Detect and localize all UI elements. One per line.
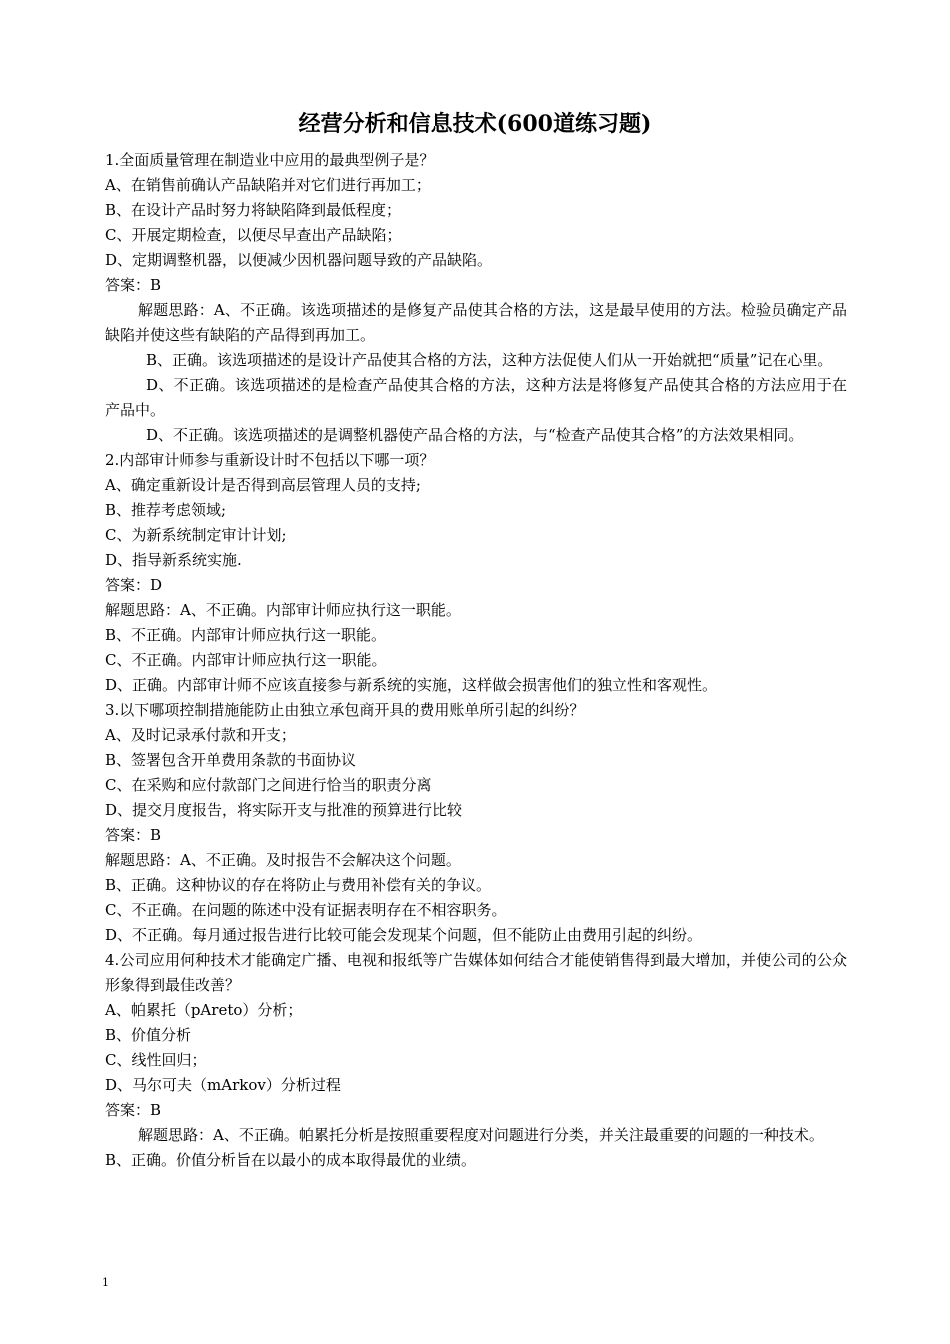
- text-line: D、定期调整机器，以便减少因机器问题导致的产品缺陷。: [105, 251, 493, 269]
- text-line: 解题思路：A、不正确。内部审计师应执行这一职能。: [105, 601, 461, 619]
- text-line: 4.公司应用何种技术才能确定广播、电视和报纸等广告媒体如何结合才能使销售得到最大增加，并使公司的公众形象得到最佳改善？: [105, 951, 847, 994]
- text-line: C、开展定期检查，以便尽早查出产品缺陷；: [105, 226, 402, 244]
- text-line: B、价值分析: [105, 1026, 192, 1044]
- text-line: 答案：B: [105, 276, 162, 294]
- text-line: 答案：D: [105, 576, 163, 594]
- text-line: D、正确。内部审计师不应该直接参与新系统的实施，这样做会损害他们的独立性和客观性。: [105, 676, 718, 694]
- text-line: D、指导新系统实施.: [105, 551, 242, 569]
- text-line: 2.内部审计师参与重新设计时不包括以下哪一项？: [105, 451, 435, 469]
- text-line: B、不正确。内部审计师应执行这一职能。: [105, 626, 387, 644]
- text-line: B、签署包含开单费用条款的书面协议: [105, 751, 357, 769]
- text-line: 解题思路：A、不正确。帕累托分析是按照重要程度对问题进行分类，并关注最重要的问题的一种技术。: [138, 1126, 824, 1144]
- text-line: 解题思路：A、不正确。该选项描述的是修复产品使其合格的方法，这是最早使用的方法。检验员确定产品缺陷并使这些有缺陷的产品得到再加工。: [105, 301, 847, 344]
- text-line: B、在设计产品时努力将缺陷降到最低程度；: [105, 201, 402, 219]
- text-line: C、线性回归；: [105, 1051, 207, 1069]
- text-line: D、提交月度报告，将实际开支与批准的预算进行比较: [105, 801, 463, 819]
- text-line: C、不正确。在问题的陈述中没有证据表明存在不相容职务。: [105, 901, 507, 919]
- text-line: 答案：B: [105, 826, 162, 844]
- text-line: B、正确。该选项描述的是设计产品使其合格的方法，这种方法促使人们从一开始就把“质量”记在心里。: [146, 351, 833, 369]
- text-line: A、及时记录承付款和开支；: [105, 726, 296, 744]
- text-line: 答案：B: [105, 1101, 162, 1119]
- text-line: 3.以下哪项控制措施能防止由独立承包商开具的费用账单所引起的纠纷？: [105, 701, 585, 719]
- text-line: C、为新系统制定审计计划;: [105, 526, 287, 544]
- document-title: 经营分析和信息技术(600道练习题): [298, 111, 652, 137]
- text-line: B、推荐考虑领域;: [105, 501, 227, 519]
- document-body: [105, 148, 847, 1173]
- page-number: 1: [102, 1276, 109, 1289]
- text-line: A、在销售前确认产品缺陷并对它们进行再加工；: [105, 176, 431, 194]
- text-line: 1.全面质量管理在制造业中应用的最典型例子是？: [105, 151, 435, 169]
- text-line: D、马尔可夫（mArkov）分析过程: [105, 1076, 341, 1094]
- text-line: C、不正确。内部审计师应执行这一职能。: [105, 651, 387, 669]
- text-line: D、不正确。该选项描述的是调整机器使产品合格的方法，与“检查产品使其合格”的方法效果相同。: [146, 426, 804, 444]
- text-line: C、在采购和应付款部门之间进行恰当的职责分离: [105, 776, 432, 794]
- text-line: B、正确。价值分析旨在以最小的成本取得最优的业绩。: [105, 1151, 477, 1169]
- text-line: D、不正确。该选项描述的是检查产品使其合格的方法，这种方法是将修复产品使其合格的方法应用于在产品中。: [105, 376, 847, 419]
- text-line: A、帕累托（pAreto）分析；: [105, 1001, 303, 1019]
- text-line: D、不正确。每月通过报告进行比较可能会发现某个问题，但不能防止由费用引起的纠纷。: [105, 926, 703, 944]
- text-line: B、正确。这种协议的存在将防止与费用补偿有关的争议。: [105, 876, 492, 894]
- text-line: 解题思路：A、不正确。及时报告不会解决这个问题。: [105, 851, 461, 869]
- text-line: A、确定重新设计是否得到高层管理人员的支持;: [105, 476, 421, 494]
